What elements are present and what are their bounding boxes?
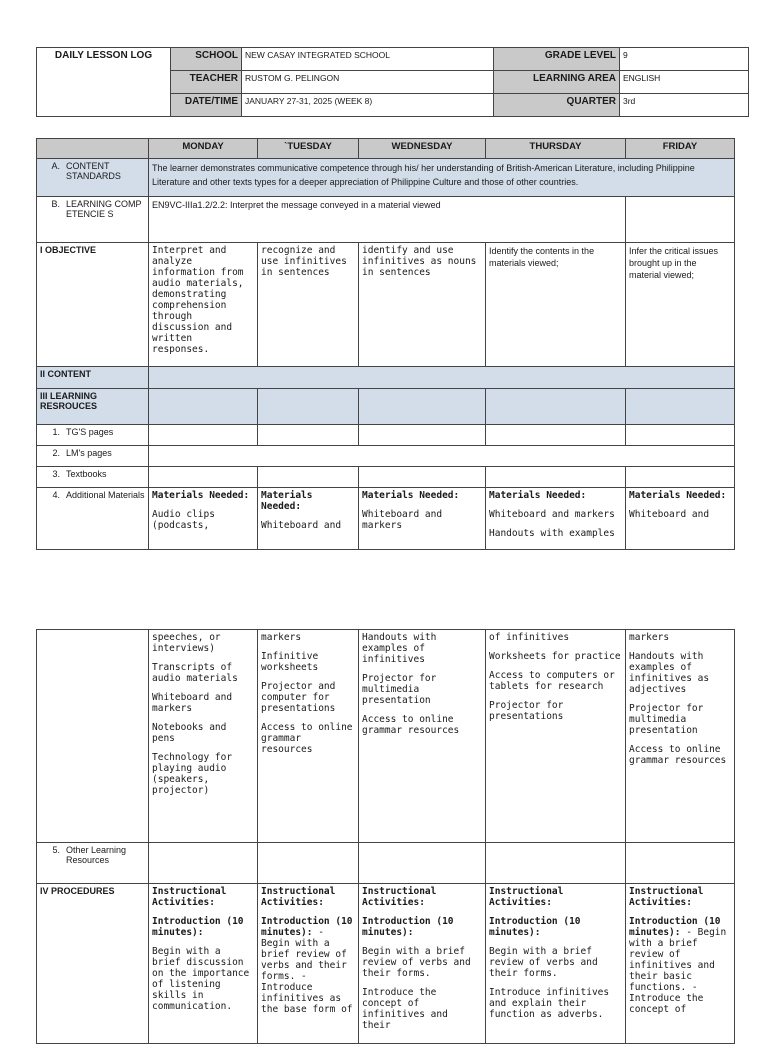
other-monday [149, 843, 258, 884]
resources-tuesday [258, 389, 359, 425]
resources-thursday [486, 389, 626, 425]
procedures-thursday: Instructional Activities: Introduction (10 minutes): Begin with a brief review of verbs and their forms. Introduce infinitives and explain their function as adverbs. [486, 884, 626, 1044]
other-thursday [486, 843, 626, 884]
objective-label: I OBJECTIVE [37, 243, 149, 367]
content-value [149, 367, 735, 389]
grade-level-label: GRADE LEVEL [494, 48, 620, 71]
materials-wednesday: Materials Needed: Whiteboard and markers [359, 488, 486, 550]
tb-wednesday [359, 467, 486, 488]
quarter-value: 3rd [620, 94, 749, 117]
other-friday [626, 843, 735, 884]
grade-level-value: 9 [620, 48, 749, 71]
procedures-friday: Instructional Activities: Introduction (10 minutes): - Begin with a brief review of infinitives and their basic functions. - Introduce the concept of [626, 884, 735, 1044]
resources-label: III LEARNING RESROUCES [37, 389, 149, 425]
materials-cont-friday: markers Handouts with examples of infinitives as adjectives Projector for multimedia presentation Access to online grammar resources [626, 630, 735, 843]
tb-tuesday [258, 467, 359, 488]
resources-wednesday [359, 389, 486, 425]
tg-thursday [486, 425, 626, 446]
date-time-value: JANUARY 27-31, 2025 (WEEK 8) [242, 94, 494, 117]
day-tuesday: `TUESDAY [258, 139, 359, 159]
materials-monday: Materials Needed: Audio clips (podcasts, [149, 488, 258, 550]
content-standards-label: A. CONTENT STANDARDS [37, 159, 149, 197]
objective-thursday: Identify the contents in the materials viewed; [486, 243, 626, 367]
tg-pages-label: 1. TG'S pages [37, 425, 149, 446]
other-tuesday [258, 843, 359, 884]
resources-friday [626, 389, 735, 425]
materials-cont-wednesday: Handouts with examples of infinitives Projector for multimedia presentation Access to online grammar resources [359, 630, 486, 843]
content-standards-text: The learner demonstrates communicative competence through his/ her understanding of British-American Literature, including Philippine Literature and other texts types for a deeper appreciation of Philippine Culture and those of other countries. [149, 159, 735, 197]
objective-monday: Interpret and analyze information from audio materials, demonstrating comprehension through discussion and written responses. [149, 243, 258, 367]
lesson-table [36, 138, 735, 550]
materials-friday: Materials Needed: Whiteboard and [626, 488, 735, 550]
procedures-wednesday: Instructional Activities: Introduction (10 minutes): Begin with a brief review of verbs and their forms. Introduce the concept of infinitives and their [359, 884, 486, 1044]
learning-area-value: ENGLISH [620, 71, 749, 94]
objective-wednesday: identify and use infinitives as nouns in sentences [359, 243, 486, 367]
procedures-tuesday: Instructional Activities: Introduction (10 minutes): - Begin with a brief review of verbs and their forms. - Introduce infinitives as the base form of [258, 884, 359, 1044]
lm-pages-label: 2. LM's pages [37, 446, 149, 467]
tg-wednesday [359, 425, 486, 446]
learning-area-label: LEARNING AREA [494, 71, 620, 94]
materials-cont-label [37, 630, 149, 843]
day-friday: FRIDAY [626, 139, 735, 159]
procedures-monday: Instructional Activities: Introduction (10 minutes): Begin with a brief discussion on the importance of listening skills in communication. [149, 884, 258, 1044]
log-title: DAILY LESSON LOG [37, 48, 171, 117]
lm-value [149, 446, 735, 467]
header-table [36, 47, 749, 117]
tb-friday [626, 467, 735, 488]
materials-cont-thursday: of infinitives Worksheets for practice Access to computers or tablets for research Projector for presentations [486, 630, 626, 843]
day-thursday: THURSDAY [486, 139, 626, 159]
materials-tuesday: Materials Needed: Whiteboard and [258, 488, 359, 550]
tb-thursday [486, 467, 626, 488]
quarter-label: QUARTER [494, 94, 620, 117]
other-wednesday [359, 843, 486, 884]
day-monday: MONDAY [149, 139, 258, 159]
lesson-table-continued [36, 629, 735, 1044]
competencies-label: B. LEARNING COMPETENCIE S [37, 197, 149, 243]
additional-materials-label: 4. Additional Materials [37, 488, 149, 550]
content-label: II CONTENT [37, 367, 149, 389]
objective-friday: Infer the critical issues brought up in the material viewed; [626, 243, 735, 367]
school-label: SCHOOL [171, 48, 242, 71]
resources-monday [149, 389, 258, 425]
textbooks-label: 3. Textbooks [37, 467, 149, 488]
procedures-label: IV PROCEDURES [37, 884, 149, 1044]
competencies-text: EN9VC-IIIa1.2/2.2: Interpret the message conveyed in a material viewed [149, 197, 626, 243]
materials-cont-tuesday: markers Infinitive worksheets Projector and computer for presentations Access to online grammar resources [258, 630, 359, 843]
materials-thursday: Materials Needed: Whiteboard and markers Handouts with examples [486, 488, 626, 550]
other-resources-label: 5. Other Learning Resources [37, 843, 149, 884]
school-value: NEW CASAY INTEGRATED SCHOOL [242, 48, 494, 71]
objective-tuesday: recognize and use infinitives in sentences [258, 243, 359, 367]
corner-cell [37, 139, 149, 159]
tg-monday [149, 425, 258, 446]
tg-friday [626, 425, 735, 446]
competencies-friday [626, 197, 735, 243]
teacher-value: RUSTOM G. PELINGON [242, 71, 494, 94]
date-time-label: DATE/TIME [171, 94, 242, 117]
tb-monday [149, 467, 258, 488]
day-wednesday: WEDNESDAY [359, 139, 486, 159]
teacher-label: TEACHER [171, 71, 242, 94]
materials-cont-monday: speeches, or interviews) Transcripts of audio materials Whiteboard and markers Notebooks and pens Technology for playing audio (speakers, projector) [149, 630, 258, 843]
tg-tuesday [258, 425, 359, 446]
